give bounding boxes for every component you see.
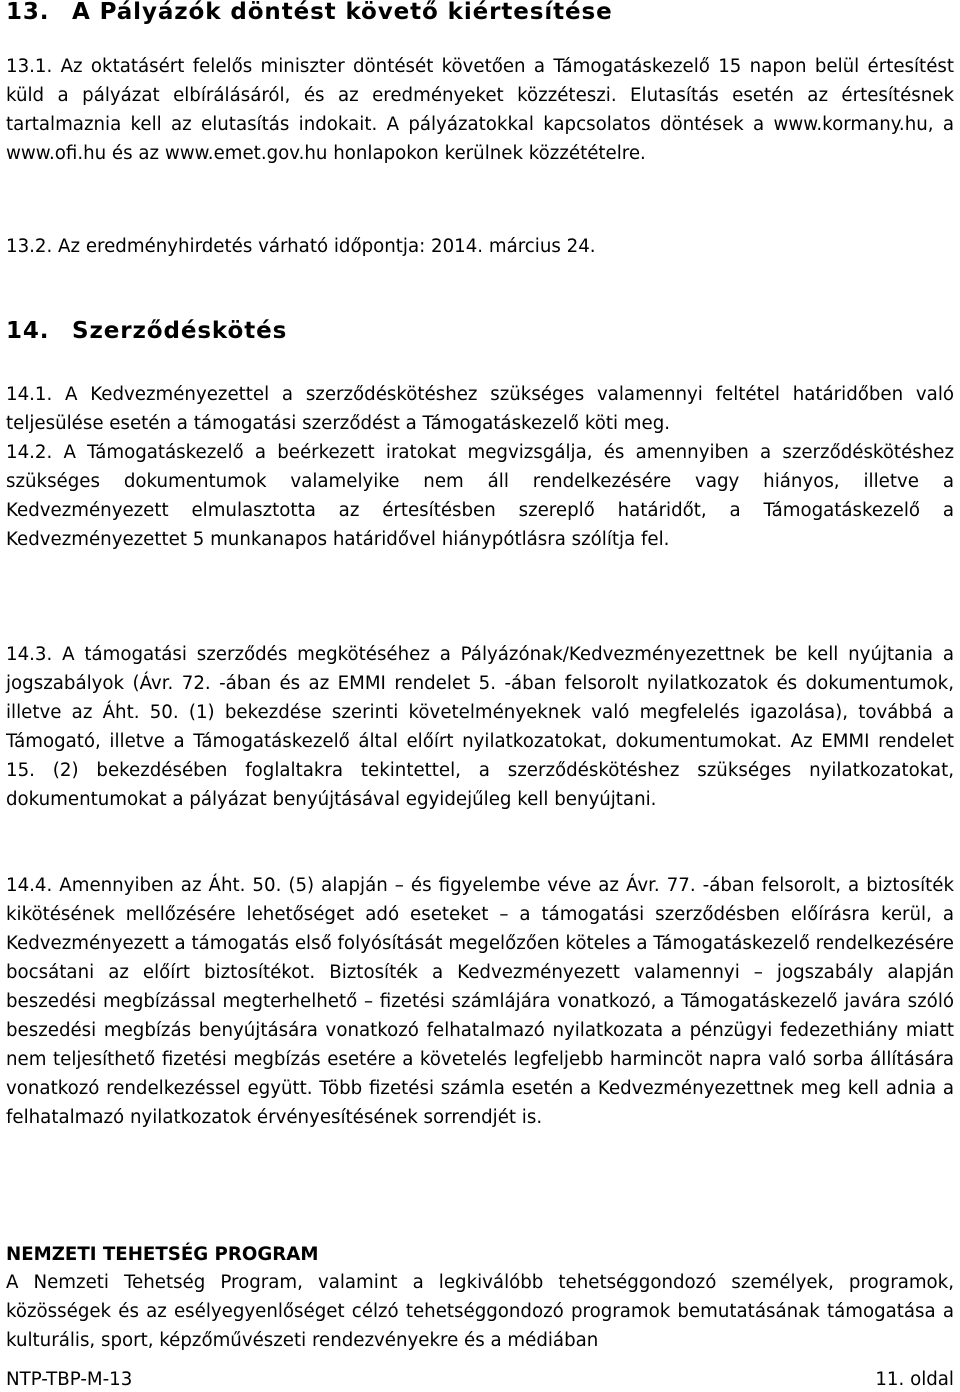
- paragraph-14-2: 14.2. A Támogatáskezelő a beérkezett iratokat megvizsgálja, és amennyiben a szerződéskötéshez szükséges dokumentumok valamelyike nem áll rendelkezésére vagy hiányos, illetve a Kedvezményezett elmulasztotta az értesítésben szereplő határidőt, a Támogatáskezelő a Kedvezményezettet 5 munkanapos határidővel hiánypótlásra szólítja fel.: [6, 442, 954, 550]
- section-14-title: Szerződéskötés: [72, 318, 288, 344]
- paragraph-14-3: 14.3. A támogatási szerződés megkötéséhez a Pályázónak/Kedvezményezettnek be kell nyújtania a jogszabályok (Ávr. 72. -ában és az EMMI rendelet 5. -ában felsorolt nyilatkozatok és dokumentumok, illetve az Áht. 50. (1) bekezdése szerinti követelményeknek való megfelelés igazolása), továbbá a Támogató, illetve a Támogatáskezelő által előírt nyilatkozatokat, dokumentumokat. Az EMMI rendelet 15. (2) bekezdésében foglaltakra tekintettel, a szerződéskötéshez szükséges nyilatkozatokat, dokumentumokat a pályázat benyújtásával egyidejűleg kell benyújtani.: [6, 644, 954, 810]
- document-code: NTP-TBP-M-13: [6, 1369, 133, 1390]
- program-description: A Nemzeti Tehetség Program, valamint a legkiválóbb tehetséggondozó személyek, programok, közösségek és az esélyegyenlőséget célzó tehetséggondozó programok bemutatásának támogatása a kulturális, sport, képzőművészeti rendezvényekre és a médiában: [6, 1272, 954, 1351]
- paragraph-14-4: 14.4. Amennyiben az Áht. 50. (5) alapján – és figyelembe véve az Ávr. 77. -ában felsorolt, a biztosíték kikötésének mellőzésére lehetőséget adó eseteket – a támogatási szerződésben előírásra kerül, a Kedvezményezett a támogatás első folyósítását megelőzően köteles a Támogatáskezelő rendelkezésére bocsátani az előírt biztosítékot. Biztosíték a Kedvezményezett valamennyi – jogszabály alapján beszedési megbízással megterhelhető – fizetési számlájára vonatkozó, a Támogatáskezelő javára szóló beszedési megbízás benyújtására vonatkozó felhatalmazó nyilatkozata a pénzügyi fedezethiány miatt nem teljesíthető fizetési megbízás esetére a követelés legfeljebb harmincöt napra való sorba állítására vonatkozó rendelkezéssel együtt. Több fizetési számla esetén a Kedvezményezettnek meg kell adnia a felhatalmazó nyilatkozatok érvényesítésének sorrendjét is.: [6, 875, 954, 1128]
- section-14-heading: [6, 318, 287, 344]
- paragraph-13-2: 13.2. Az eredményhirdetés várható időpontja: 2014. március 24.: [6, 236, 596, 257]
- section-13-title: A Pályázók döntést követő kiértesítése: [72, 0, 613, 25]
- section-13-heading: [6, 0, 613, 25]
- page-number: 11. oldal: [875, 1369, 954, 1390]
- section-13-number: 13.: [6, 0, 50, 25]
- section-14-number: 14.: [6, 318, 50, 344]
- paragraph-14-1: 14.1. A Kedvezményezettel a szerződéskötéshez szükséges valamennyi feltétel határidőben való teljesülése esetén a támogatási szerződést a Támogatáskezelő köti meg.: [6, 384, 954, 434]
- program-title: NEMZETI TEHETSÉG PROGRAM: [6, 1244, 319, 1265]
- paragraph-13-1: 13.1. Az oktatásért felelős miniszter döntését követően a Támogatáskezelő 15 napon belül értesítést küld a pályázat elbírálásáról, és az eredményeket közzéteszi. Elutasítás esetén az értesítésnek tartalmaznia kell az elutasítás indokait. A pályázatokkal kapcsolatos döntések a www.kormany.hu, a www.ofi.hu és az www.emet.gov.hu honlapokon kerülnek közzétételre.: [6, 56, 954, 164]
